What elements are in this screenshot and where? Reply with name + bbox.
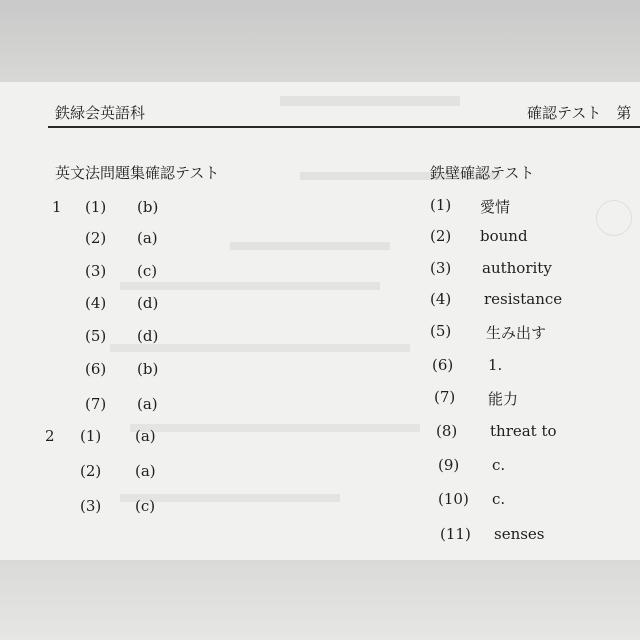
question-number: (5) xyxy=(85,327,107,345)
question-number: (1) xyxy=(430,196,452,214)
bleed-through-mark xyxy=(130,424,420,432)
question-number: (3) xyxy=(430,259,452,277)
group-number: 1 xyxy=(52,198,62,216)
bleed-through-circle xyxy=(596,200,632,236)
answer: (c) xyxy=(137,262,158,280)
answer: (d) xyxy=(137,327,159,345)
answer-sheet xyxy=(0,82,640,560)
question-number: (4) xyxy=(430,290,452,308)
question-number: (2) xyxy=(430,227,452,245)
answer: c. xyxy=(492,490,506,508)
question-number: (2) xyxy=(80,462,102,480)
question-number: (6) xyxy=(432,356,454,374)
question-number: (7) xyxy=(434,388,456,406)
answer: 愛情 xyxy=(480,198,511,216)
question-number: (10) xyxy=(438,490,469,508)
left-section-title: 英文法問題集確認テスト xyxy=(55,164,220,182)
answer: (a) xyxy=(137,395,158,413)
answer: (a) xyxy=(135,427,156,445)
question-number: (7) xyxy=(85,395,107,413)
question-number: (9) xyxy=(438,456,460,474)
answer: resistance xyxy=(484,290,563,308)
answer: (b) xyxy=(137,198,159,216)
answer: (b) xyxy=(137,360,159,378)
answer: c. xyxy=(492,456,506,474)
question-number: (6) xyxy=(85,360,107,378)
group-number: 2 xyxy=(45,427,55,445)
question-number: (4) xyxy=(85,294,107,312)
question-number: (11) xyxy=(440,525,471,543)
right-section-title: 鉄壁確認テスト xyxy=(430,164,535,182)
question-number: (1) xyxy=(85,198,107,216)
answer: (c) xyxy=(135,497,156,515)
question-number: (5) xyxy=(430,322,452,340)
scan-background-bottom xyxy=(0,560,640,640)
bleed-through-mark xyxy=(280,96,460,106)
question-number: (1) xyxy=(80,427,102,445)
answer: (a) xyxy=(135,462,156,480)
answer: 1. xyxy=(488,356,503,374)
header-rule xyxy=(48,126,640,128)
answer: bound xyxy=(480,227,528,245)
bleed-through-mark xyxy=(230,242,390,250)
header-test-title: 確認テスト 第 xyxy=(527,104,632,122)
answer: (d) xyxy=(137,294,159,312)
question-number: (3) xyxy=(85,262,107,280)
answer: 生み出す xyxy=(486,324,547,342)
answer: senses xyxy=(494,525,545,543)
bleed-through-mark xyxy=(110,344,410,352)
answer: authority xyxy=(482,259,552,277)
answer: 能力 xyxy=(488,390,519,408)
answer: (a) xyxy=(137,229,158,247)
bleed-through-mark xyxy=(120,282,380,290)
header-course-name: 鉄緑会英語科 xyxy=(55,104,146,122)
question-number: (3) xyxy=(80,497,102,515)
answer: threat to xyxy=(490,422,557,440)
question-number: (2) xyxy=(85,229,107,247)
question-number: (8) xyxy=(436,422,458,440)
scan-background-top xyxy=(0,0,640,82)
